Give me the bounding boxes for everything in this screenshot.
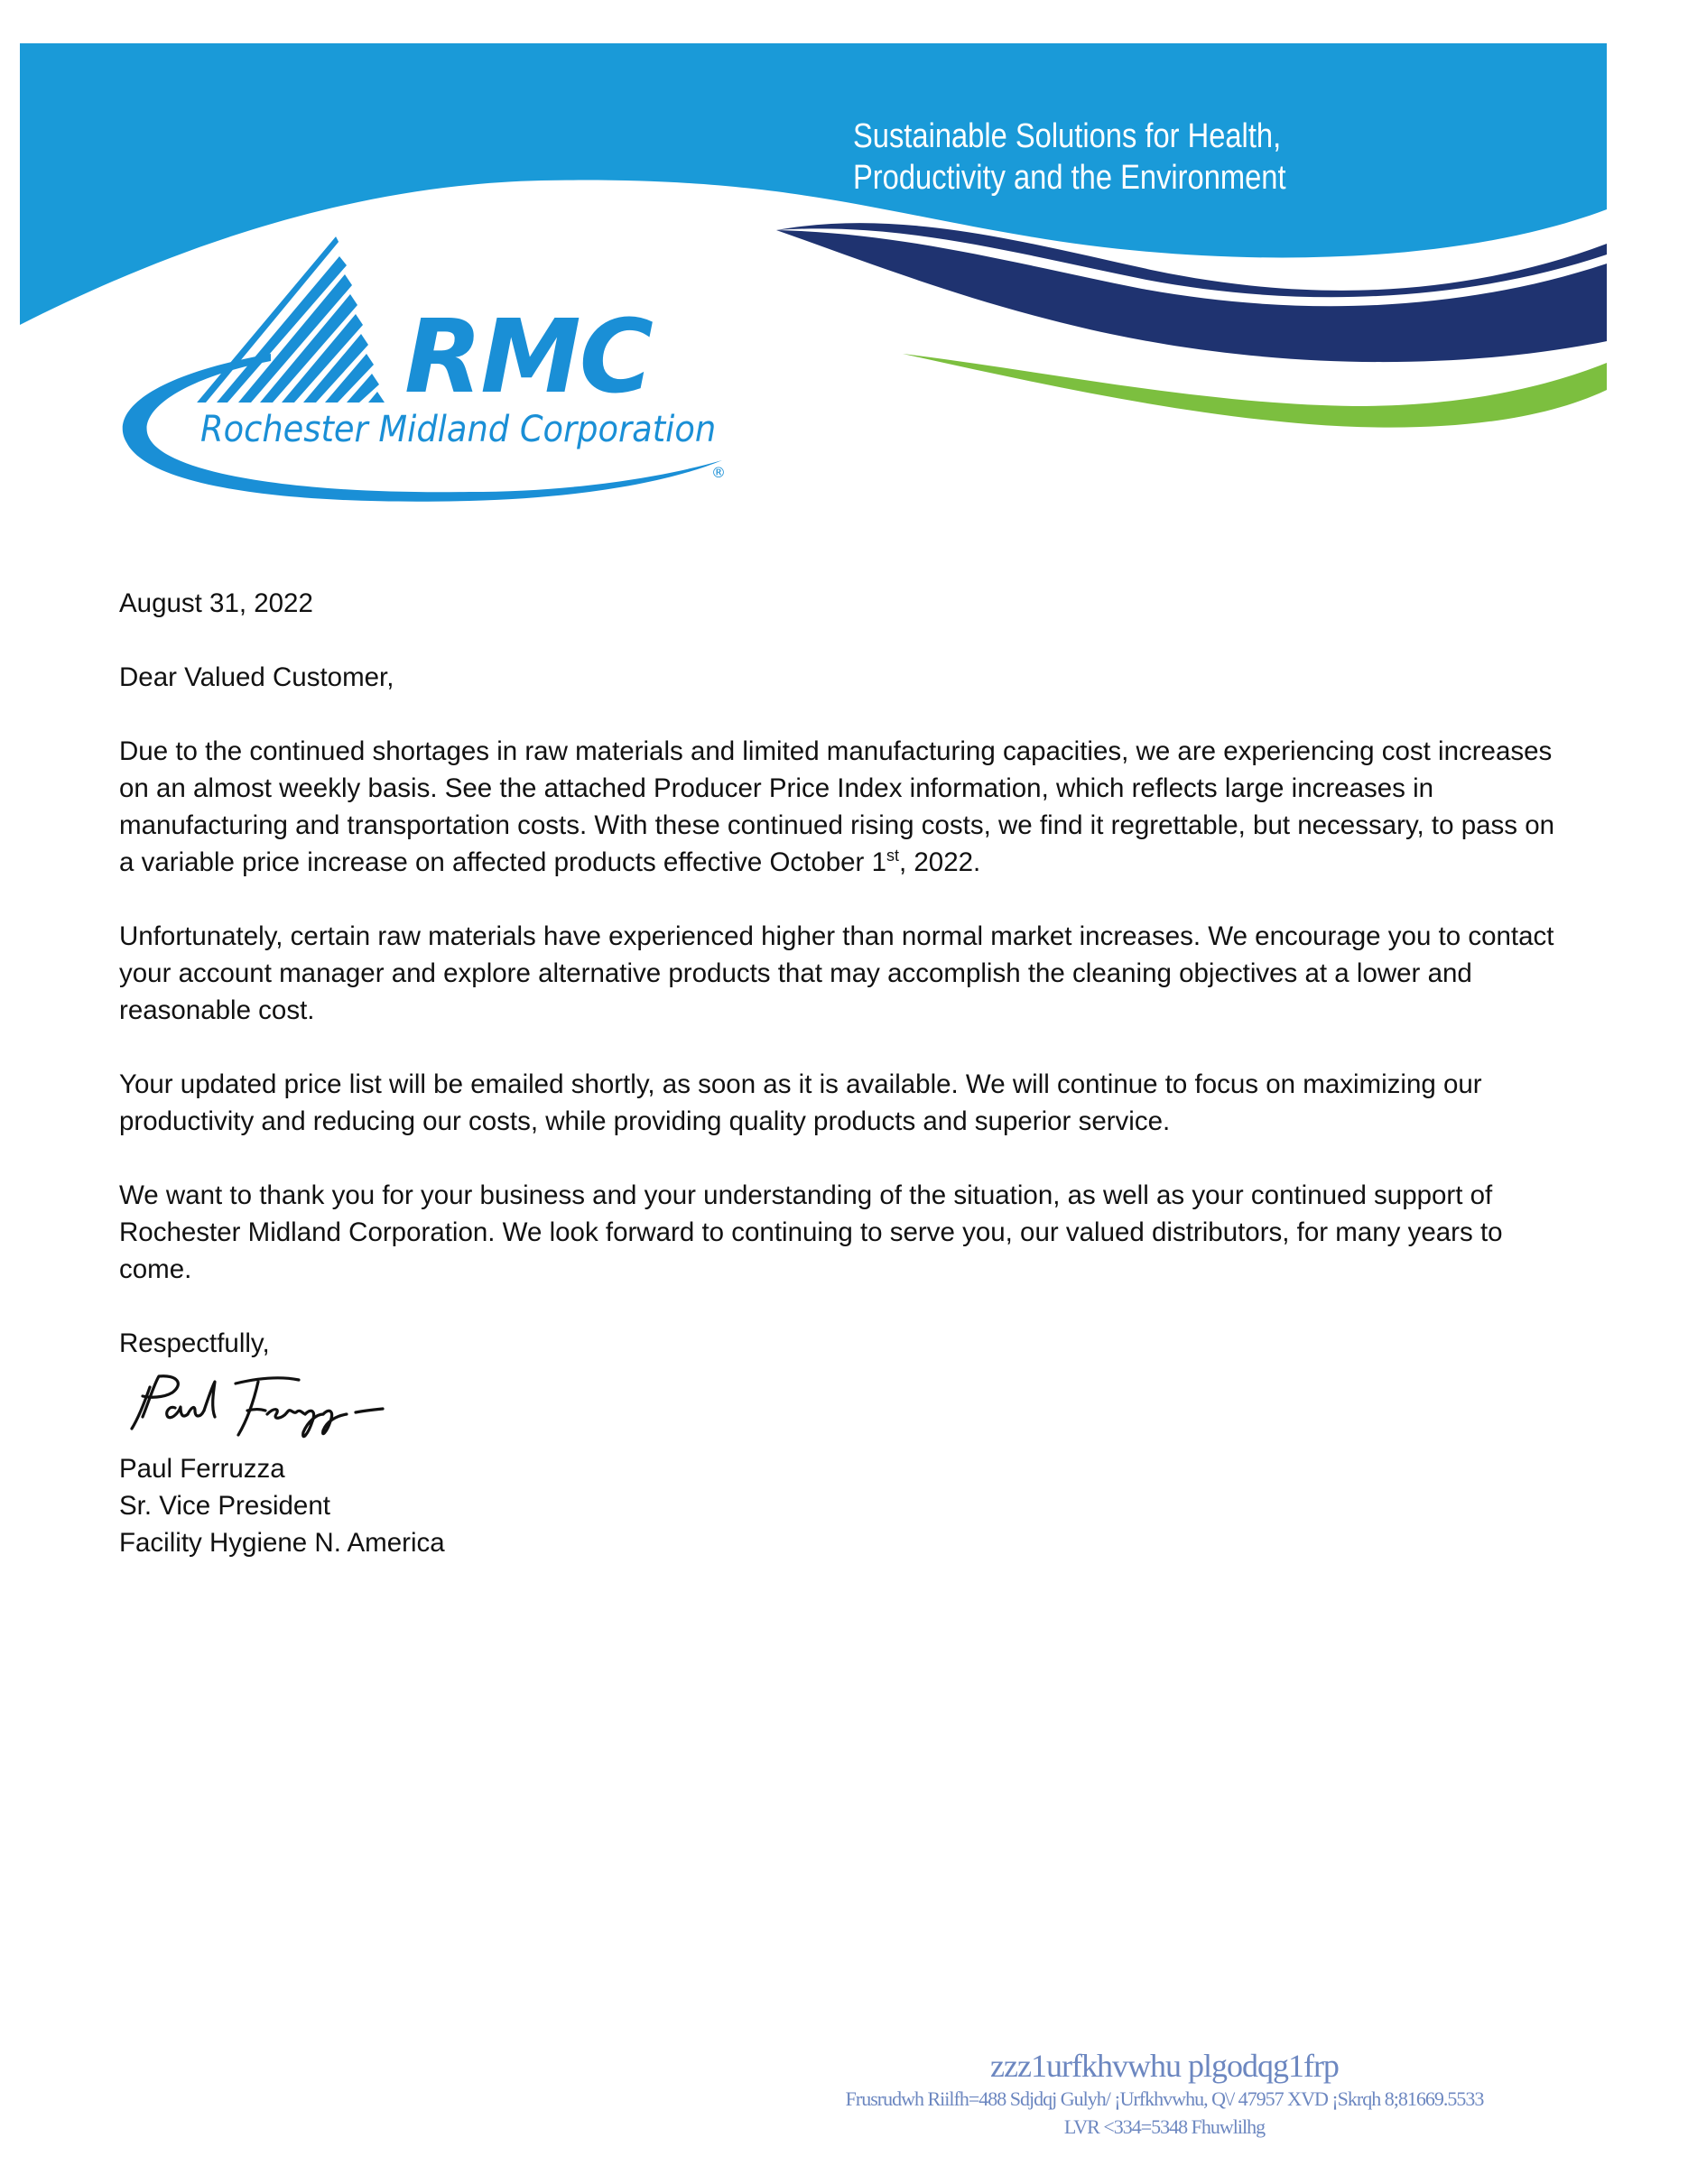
letter-paragraph-3: Your updated price list will be emailed shortly, as soon as it is available. We will continue to focus on maximizing our productivity and reducing our costs, while providing quality products and superior service. bbox=[119, 1069, 1482, 1136]
paragraph-1-superscript: st bbox=[886, 847, 899, 865]
footer-certification: LVR <334=5348 Fhuwlilhg bbox=[1063, 2115, 1266, 2138]
paragraph-1-text-end: , 2022. bbox=[899, 847, 981, 877]
letter-date: August 31, 2022 bbox=[119, 588, 313, 618]
signer-name: Paul Ferruzza bbox=[119, 1454, 285, 1484]
logo-triangle-stripes bbox=[181, 226, 433, 415]
signer-title: Sr. Vice President bbox=[119, 1491, 330, 1521]
letter-body bbox=[119, 585, 1572, 1399]
signature-block bbox=[119, 1450, 445, 1561]
letter-salutation: Dear Valued Customer, bbox=[119, 662, 394, 692]
rmc-logo-mark bbox=[0, 0, 812, 541]
letter-closing: Respectfully, bbox=[119, 1328, 270, 1358]
tagline-line-1: Sustainable Solutions for Health, bbox=[853, 117, 1282, 155]
footer-address: Frusrudwh Riilfh=488 Sdjdqj Gulyh/ ¡Urfkhvwhu, Q\/ 47957 XVD ¡Skrqh 8;81669.5533 bbox=[845, 2087, 1484, 2110]
footer-website: zzz1urfkhvwhu plgodqg1frp bbox=[990, 2048, 1339, 2084]
letterhead bbox=[0, 0, 1688, 541]
letter-paragraph-2: Unfortunately, certain raw materials have experienced higher than normal market increases. We encourage you to contact your account manager and explore alternative products that may accomplish the cleaning objectives at a lower and reasonable cost. bbox=[119, 921, 1554, 1025]
paragraph-1-text: Due to the continued shortages in raw materials and limited manufacturing capacities, we are experiencing cost increases on an almost weekly basis. See the attached Producer Price Index information, which reflects large increases in manufacturing and transportation costs. With these continued rising costs, we find it regrettable, but necessary, to pass on a variable price increase on affected products effective October 1 bbox=[119, 736, 1555, 877]
letterhead-tagline bbox=[853, 116, 1288, 199]
letter-paragraph-4: We want to thank you for your business and your understanding of the situation, as well as your continued support of Rochester Midland Corporation. We look forward to continuing to serve you, our valued distributors, for many years to come. bbox=[119, 1180, 1503, 1284]
handwritten-signature bbox=[123, 1367, 394, 1453]
wave-green bbox=[903, 354, 1607, 428]
logo-company-name: Rochester Midland Corporation bbox=[200, 409, 717, 450]
signer-department: Facility Hygiene N. America bbox=[119, 1528, 445, 1558]
logo-registered-mark: ® bbox=[711, 464, 726, 481]
letter-footer bbox=[722, 2047, 1607, 2141]
letter-paragraph-1 bbox=[119, 733, 1572, 881]
logo-abbreviation: RMC bbox=[404, 299, 652, 416]
tagline-line-2: Productivity and the Environment bbox=[853, 159, 1286, 197]
